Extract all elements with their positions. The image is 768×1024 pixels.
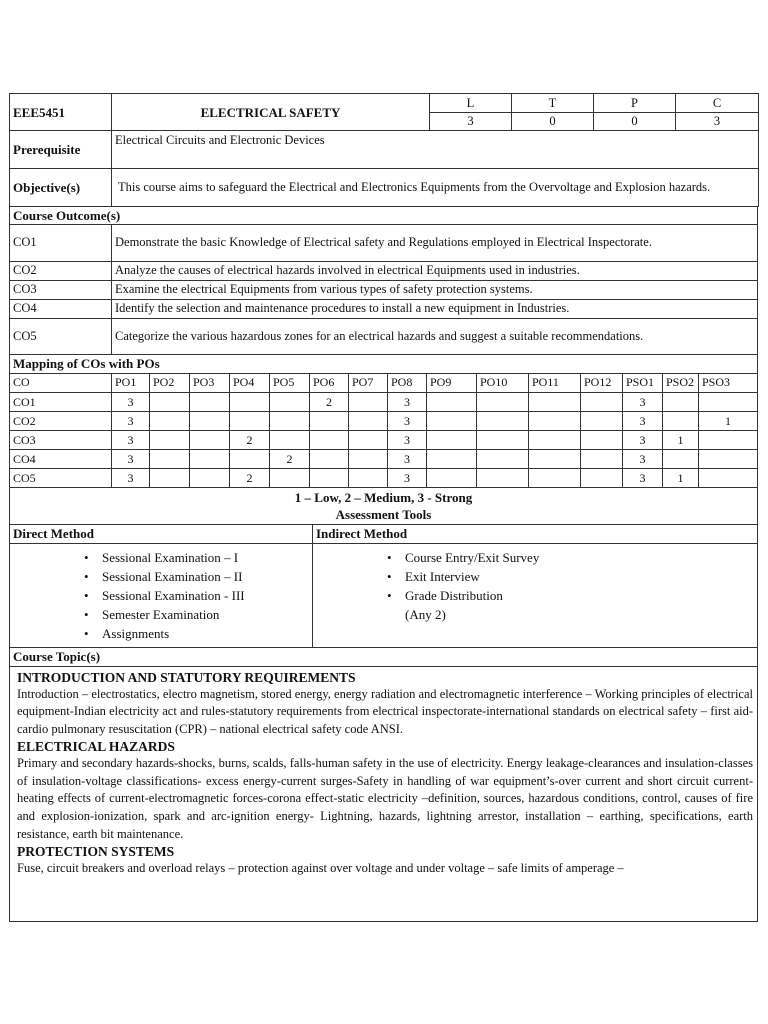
mapping-legend: 1 – Low, 2 – Medium, 3 - Strong bbox=[294, 490, 473, 505]
table-cell bbox=[699, 393, 758, 412]
table-row bbox=[10, 450, 758, 469]
table-header-cell: PO5 bbox=[270, 374, 310, 393]
table-cell bbox=[663, 450, 699, 469]
objective-text: This course aims to safeguard the Electrical and Electronics Equipments from the Overvoltage and Explosion hazards. bbox=[112, 169, 759, 207]
co-text: Examine the electrical Equipments from various types of safety protection systems. bbox=[112, 280, 758, 299]
table-cell bbox=[581, 393, 623, 412]
prereq-value: Electrical Circuits and Electronic Devices bbox=[112, 131, 759, 169]
table-cell bbox=[477, 469, 529, 488]
table-header-cell: PO10 bbox=[477, 374, 529, 393]
list-item: • Assignments bbox=[84, 625, 170, 641]
table-cell bbox=[663, 412, 699, 431]
co-text: Identify the selection and maintenance procedures to install a new equipment in Industries. bbox=[112, 299, 758, 318]
table-cell bbox=[230, 450, 270, 469]
indirect-methods bbox=[313, 543, 758, 647]
direct-methods bbox=[10, 543, 313, 647]
co-code: CO5 bbox=[10, 318, 112, 354]
table-cell bbox=[190, 393, 230, 412]
course-title: ELECTRICAL SAFETY bbox=[112, 94, 430, 131]
table-header-cell: PO4 bbox=[230, 374, 270, 393]
table-cell: CO5 bbox=[10, 469, 112, 488]
table-cell bbox=[699, 431, 758, 450]
table-cell: 3 bbox=[112, 412, 150, 431]
table-cell: 3 bbox=[388, 393, 427, 412]
table-cell: 2 bbox=[310, 393, 349, 412]
table-cell bbox=[190, 469, 230, 488]
table-cell: CO3 bbox=[10, 431, 112, 450]
table-cell bbox=[349, 393, 388, 412]
table-cell: 3 bbox=[623, 431, 663, 450]
co-code: CO3 bbox=[10, 280, 112, 299]
table-header-cell: PO1 bbox=[112, 374, 150, 393]
table-cell bbox=[529, 412, 581, 431]
table-cell: 1 bbox=[663, 431, 699, 450]
topic-title: ELECTRICAL HAZARDS bbox=[17, 739, 175, 755]
table-header-cell: PO2 bbox=[150, 374, 190, 393]
table-cell bbox=[427, 469, 477, 488]
mapping-heading: Mapping of COs with POs bbox=[13, 355, 160, 371]
list-item: (Any 2) bbox=[405, 606, 446, 622]
list-item: • Sessional Examination – II bbox=[84, 568, 243, 584]
topic-title: INTRODUCTION AND STATUTORY REQUIREMENTS bbox=[17, 669, 356, 685]
table-cell bbox=[310, 469, 349, 488]
table-header-cell: PO7 bbox=[349, 374, 388, 393]
course-code: EEE5451 bbox=[10, 94, 112, 131]
ltpc-val-t: 0 bbox=[512, 113, 594, 131]
topics-body bbox=[9, 667, 758, 922]
table-cell bbox=[427, 393, 477, 412]
list-item: • Exit Interview bbox=[387, 568, 480, 584]
table-cell bbox=[699, 450, 758, 469]
table-row bbox=[10, 469, 758, 488]
table-cell bbox=[310, 450, 349, 469]
table-cell: 3 bbox=[112, 393, 150, 412]
table-row bbox=[10, 431, 758, 450]
table-header-cell: PSO3 bbox=[699, 374, 758, 393]
assessment-table bbox=[9, 525, 758, 648]
list-item: • Semester Examination bbox=[84, 606, 220, 622]
topics-heading-row bbox=[9, 648, 758, 667]
table-cell bbox=[349, 412, 388, 431]
table-cell: CO4 bbox=[10, 450, 112, 469]
table-cell bbox=[270, 412, 310, 431]
table-cell bbox=[150, 450, 190, 469]
table-cell: 3 bbox=[623, 469, 663, 488]
table-cell bbox=[270, 469, 310, 488]
direct-method-label: Direct Method bbox=[10, 525, 313, 543]
table-cell: 2 bbox=[230, 469, 270, 488]
table-cell bbox=[230, 393, 270, 412]
table-cell bbox=[529, 469, 581, 488]
table-cell: 2 bbox=[270, 450, 310, 469]
table-cell: 3 bbox=[623, 450, 663, 469]
ltpc-head-t: T bbox=[512, 94, 594, 113]
table-header-cell: PSO1 bbox=[623, 374, 663, 393]
table-cell bbox=[150, 431, 190, 450]
topic-title: PROTECTION SYSTEMS bbox=[17, 844, 175, 860]
table-cell bbox=[477, 431, 529, 450]
co-code: CO2 bbox=[10, 261, 112, 280]
table-header-cell: PO12 bbox=[581, 374, 623, 393]
table-cell bbox=[529, 431, 581, 450]
co-code: CO1 bbox=[10, 224, 112, 261]
table-cell bbox=[150, 412, 190, 431]
table-cell bbox=[477, 450, 529, 469]
table-cell: 3 bbox=[388, 469, 427, 488]
table-cell: 3 bbox=[112, 431, 150, 450]
table-cell bbox=[190, 412, 230, 431]
ltpc-val-l: 3 bbox=[430, 113, 512, 131]
assessment-header bbox=[9, 488, 758, 525]
ltpc-val-c: 3 bbox=[676, 113, 759, 131]
co-text: Analyze the causes of electrical hazards involved in electrical Equipments used in industries. bbox=[112, 261, 758, 280]
syllabus-sheet bbox=[9, 93, 758, 922]
table-cell bbox=[349, 431, 388, 450]
table-cell: CO2 bbox=[10, 412, 112, 431]
table-cell bbox=[477, 412, 529, 431]
ltpc-head-c: C bbox=[676, 94, 759, 113]
outcomes-heading: Course Outcome(s) bbox=[10, 207, 758, 224]
ltpc-head-l: L bbox=[430, 94, 512, 113]
table-header-cell: PSO2 bbox=[663, 374, 699, 393]
table-header-cell: CO bbox=[10, 374, 112, 393]
table-cell bbox=[529, 393, 581, 412]
table-cell bbox=[663, 393, 699, 412]
table-cell bbox=[581, 450, 623, 469]
table-cell: 1 bbox=[699, 412, 758, 431]
table-cell bbox=[427, 412, 477, 431]
table-cell bbox=[230, 412, 270, 431]
indirect-method-label: Indirect Method bbox=[313, 525, 758, 543]
list-item: • Sessional Examination - III bbox=[84, 587, 245, 603]
mapping-heading-row bbox=[9, 355, 758, 374]
table-header-cell: PO8 bbox=[388, 374, 427, 393]
table-cell: CO1 bbox=[10, 393, 112, 412]
ltpc-head-p: P bbox=[594, 94, 676, 113]
table-cell: 3 bbox=[623, 393, 663, 412]
table-cell bbox=[349, 450, 388, 469]
table-cell bbox=[477, 393, 529, 412]
table-cell: 3 bbox=[388, 431, 427, 450]
table-cell: 3 bbox=[623, 412, 663, 431]
table-row bbox=[10, 393, 758, 412]
ltpc-val-p: 0 bbox=[594, 113, 676, 131]
table-cell bbox=[270, 431, 310, 450]
table-cell bbox=[427, 431, 477, 450]
table-header-cell: PO11 bbox=[529, 374, 581, 393]
table-cell bbox=[581, 431, 623, 450]
topic-text: Introduction – electrostatics, electro magnetism, stored energy, energy radiation and electromagnetic interference – Working principles of electrical equipment-Indian electricity act and rules-statutory requirements from electrical inspectorate-international standards on electrical safety – first aid-cardio pulmonary resuscitation (CPR) – national electrical safety code ANSI. bbox=[17, 686, 753, 736]
table-cell bbox=[270, 393, 310, 412]
co-text: Categorize the various hazardous zones for an electrical hazards and suggest a suitable recommendations. bbox=[112, 318, 758, 354]
topics-heading: Course Topic(s) bbox=[13, 648, 101, 664]
table-cell: 3 bbox=[112, 450, 150, 469]
table-cell: 3 bbox=[112, 469, 150, 488]
table-cell bbox=[310, 412, 349, 431]
table-cell: 2 bbox=[230, 431, 270, 450]
mapping-table bbox=[9, 374, 758, 489]
co-text: Demonstrate the basic Knowledge of Electrical safety and Regulations employed in Electrical Inspectorate. bbox=[112, 224, 758, 261]
table-row bbox=[10, 412, 758, 431]
table-cell bbox=[190, 431, 230, 450]
list-item: • Course Entry/Exit Survey bbox=[387, 549, 540, 565]
outcomes-table bbox=[9, 207, 758, 355]
table-cell bbox=[699, 469, 758, 488]
table-cell bbox=[529, 450, 581, 469]
table-cell bbox=[150, 393, 190, 412]
mapping-header-row bbox=[10, 374, 758, 393]
table-cell bbox=[150, 469, 190, 488]
table-cell bbox=[581, 469, 623, 488]
list-item: • Sessional Examination – I bbox=[84, 549, 239, 565]
co-code: CO4 bbox=[10, 299, 112, 318]
table-header-cell: PO9 bbox=[427, 374, 477, 393]
table-header-cell: PO3 bbox=[190, 374, 230, 393]
topic-text: Fuse, circuit breakers and overload relays – protection against over voltage and under voltage – safe limits of amperage – bbox=[17, 861, 624, 876]
prereq-label: Prerequisite bbox=[10, 131, 112, 169]
course-header-table bbox=[9, 93, 759, 207]
objective-label: Objective(s) bbox=[10, 169, 112, 207]
table-cell bbox=[427, 450, 477, 469]
list-item: • Grade Distribution bbox=[387, 587, 503, 603]
table-cell bbox=[190, 450, 230, 469]
table-cell bbox=[310, 431, 349, 450]
table-cell bbox=[581, 412, 623, 431]
table-cell: 1 bbox=[663, 469, 699, 488]
table-header-cell: PO6 bbox=[310, 374, 349, 393]
assessment-heading: Assessment Tools bbox=[335, 507, 432, 522]
table-cell: 3 bbox=[388, 450, 427, 469]
topic-text: Primary and secondary hazards-shocks, burns, scalds, falls-human safety in the use of electricity. Energy leakage-clearances and insulation-classes of insulation-voltage classifications- excess energy-current surges-Safety in handling of war equipment’s-over current and short circuit current-heating effects of current-electromagnetic forces-corona effect-static electricity –definition, sources, hazardous conditions, control, causes of fire and explosion-ionization, spark and arc-ignition energy- Lightning, hazards, lightning arrestor, installation – earthing, specifications, earth resistance, earth bit maintenance. bbox=[17, 756, 753, 841]
table-cell bbox=[349, 469, 388, 488]
table-cell: 3 bbox=[388, 412, 427, 431]
